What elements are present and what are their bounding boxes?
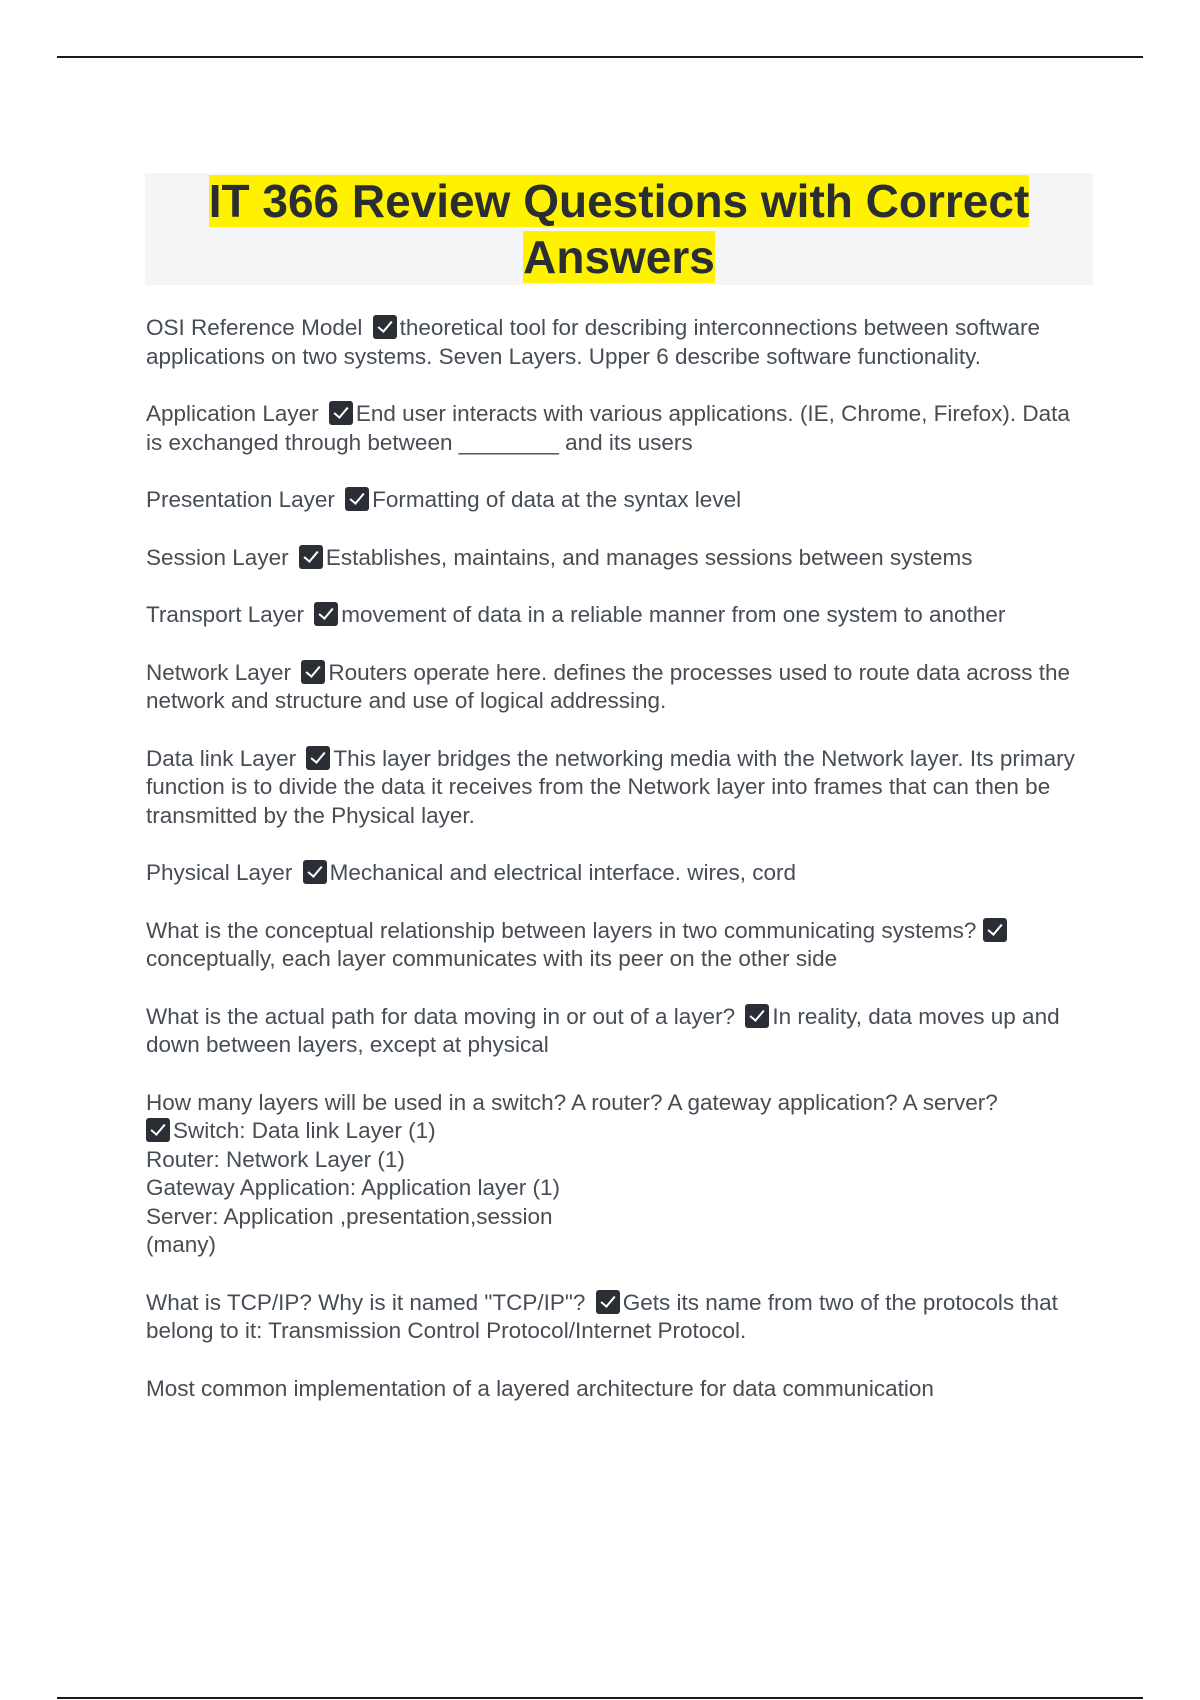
checkbox-checked-icon <box>303 860 327 884</box>
checkbox-checked-icon <box>299 545 323 569</box>
entry-term: OSI Reference Model <box>146 315 363 340</box>
entry-term: Data link Layer <box>146 745 297 771</box>
checkbox-checked-icon <box>596 1290 620 1314</box>
qa-entry <box>146 1003 1092 1060</box>
qa-entry <box>146 314 1092 371</box>
qa-entry <box>146 544 1092 573</box>
answer-line <box>146 1117 1092 1146</box>
entry-answer: Establishes, maintains, and manages sessions between systems <box>325 544 973 570</box>
entry-term: Network Layer <box>146 659 292 685</box>
entry-term: Physical Layer <box>146 860 293 885</box>
title-box <box>145 173 1093 285</box>
entry-term: Most common implementation of a layered architecture for data communication <box>146 1375 934 1401</box>
entry-answer: Formatting of data at the syntax level <box>372 487 742 512</box>
answer-line: (many) <box>146 1232 217 1257</box>
entry-answer: conceptually, each layer communicates with its peer on the other side <box>146 946 838 971</box>
qa-entry <box>146 917 1092 974</box>
entry-term: Presentation Layer <box>146 487 335 512</box>
qa-entry <box>146 659 1092 716</box>
page-title-line2: Answers <box>523 231 715 283</box>
entry-answer: Mechanical and electrical interface. wires, cord <box>329 860 797 885</box>
bottom-rule <box>57 1697 1143 1699</box>
entry-term: How many layers will be used in a switch? A router? A gateway application? A server? <box>146 1089 998 1115</box>
qa-entry <box>146 400 1092 457</box>
checkbox-checked-icon <box>983 918 1007 942</box>
entry-answer: This layer bridges the networking media with the Network layer. Its primary function is to divide the data it receives from the Network layer into frames that can then be transmitted by the Physical layer. <box>146 745 1075 828</box>
checkbox-checked-icon <box>301 660 325 684</box>
qa-entry <box>146 601 1092 630</box>
qa-entry <box>146 745 1092 831</box>
entry-answer: End user interacts with various applications. (IE, Chrome, Firefox). Data is exchanged through between ________ and its users <box>146 401 1070 455</box>
page-title-line1: IT 366 Review Questions with Correct <box>208 175 1030 227</box>
qa-entry <box>146 1289 1092 1346</box>
entry-answer: Routers operate here. defines the processes used to route data across the network and structure and use of logical addressing. <box>146 659 1071 713</box>
answer-line: Gateway Application: Application layer (1) <box>146 1175 560 1200</box>
top-rule <box>57 56 1143 58</box>
qa-list <box>146 314 1092 1432</box>
entry-answer: In reality, data moves up and down between layers, except at physical <box>146 1003 1060 1057</box>
entry-term: What is the conceptual relationship between layers in two communicating systems? <box>146 917 977 943</box>
answer-line: Server: Application ,presentation,session <box>146 1203 553 1229</box>
entry-answer: movement of data in a reliable manner from one system to another <box>341 602 1006 627</box>
answer-line: Router: Network Layer (1) <box>146 1146 405 1172</box>
qa-entry <box>146 1375 1092 1404</box>
entry-answer-line: Switch: Data link Layer (1) <box>173 1118 436 1143</box>
entry-term: What is the actual path for data moving in or out of a layer? <box>146 1003 736 1029</box>
entry-term: Session Layer <box>146 544 289 570</box>
entry-term: What is TCP/IP? Why is it named "TCP/IP"? <box>146 1289 586 1315</box>
qa-entry <box>146 486 1092 515</box>
entry-term: Application Layer <box>146 401 319 426</box>
entry-answer: Gets its name from two of the protocols that belong to it: Transmission Control Protocol/Internet Protocol. <box>146 1289 1058 1343</box>
checkbox-checked-icon <box>306 746 330 770</box>
entry-term: Transport Layer <box>146 602 304 627</box>
checkbox-checked-icon <box>329 401 353 425</box>
qa-entry <box>146 1089 1092 1260</box>
qa-entry <box>146 859 1092 888</box>
checkbox-checked-icon <box>146 1118 170 1142</box>
checkbox-checked-icon <box>345 487 369 511</box>
checkbox-checked-icon <box>745 1004 769 1028</box>
entry-answer: theoretical tool for describing interconnections between software applications on two systems. Seven Layers. Upper 6 describe software functionality. <box>146 315 1040 369</box>
checkbox-checked-icon <box>373 315 397 339</box>
checkbox-checked-icon <box>314 602 338 626</box>
